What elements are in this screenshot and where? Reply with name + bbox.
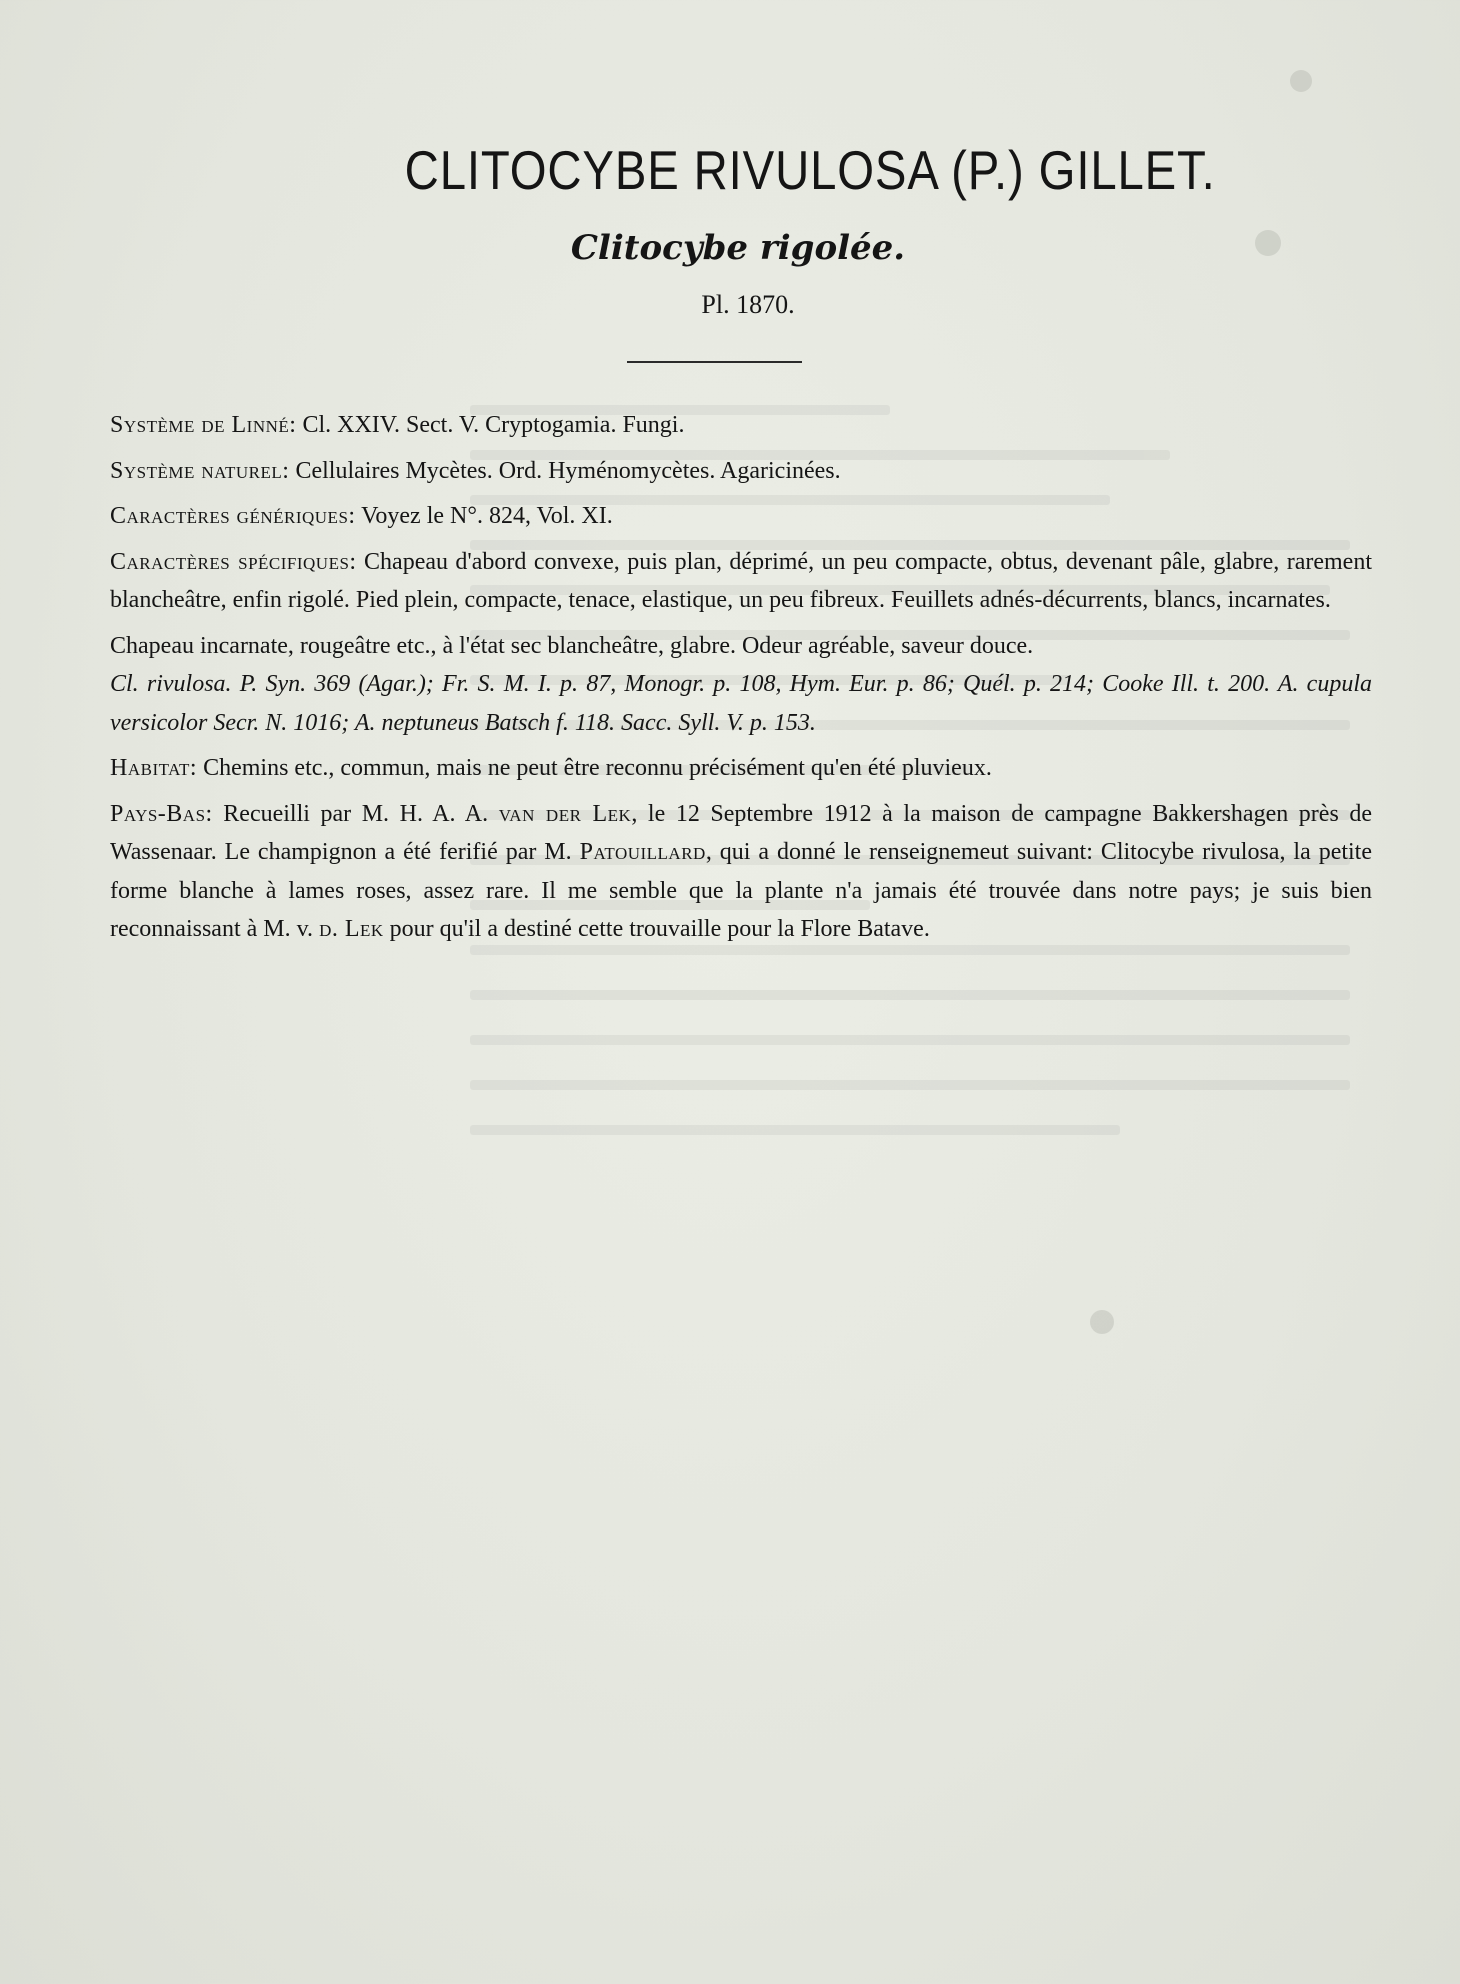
linne-paragraph — [110, 406, 1372, 445]
chapeau-text: Chapeau incarnate, rougeâtre etc., à l'état sec blancheâtre, glabre. Odeur agréable, saveur douce. — [110, 632, 1034, 659]
description-body — [110, 406, 1372, 956]
linne-label: Système de Linné: — [110, 412, 297, 438]
habitat-label: Habitat: — [110, 755, 198, 781]
generiques-paragraph — [110, 497, 1372, 536]
paysbas-text-3: , qui a donné le renseignemeut suivant: Clitocybe rivulosa, la petite forme blanche à lames roses, assez rare. Il me semble que la plante n'a jamais été trouvée dans notre pays; je suis bien reconnaissant à M. v. — [110, 839, 1373, 942]
divider-rule — [627, 361, 802, 363]
collector-name: van der Lek — [498, 800, 632, 827]
naturel-text: Cellulaires Mycètes. Ord. Hyménomycètes. Agaricinées. — [295, 457, 841, 484]
common-name: Clitocybe rigolée. — [570, 228, 906, 268]
specifiques-text: Chapeau d'abord convexe, puis plan, déprimé, un peu compacte, obtus, devenant pâle, glabre, rarement blancheâtre, enfin rigolé. Pied plein, compacte, tenace, elastique, un peu fibreux. Feuillets adnés-décurrents, blancs, incarnates. — [110, 548, 1373, 613]
species-title: CLITOCYBE RIVULOSA (P.) GILLET. — [404, 139, 1216, 201]
paysbas-text-1: Recueilli par M. H. A. A. — [223, 800, 489, 827]
paper-spot — [1090, 1310, 1114, 1334]
paysbas-text-2: , le 12 Septembre 1912 à la maison de campagne Bakkershagen près de Wassenaar. Le champignon a été ferifié par M. — [110, 800, 1373, 865]
synonyms-paragraph — [110, 665, 1372, 742]
naturel-paragraph — [110, 452, 1372, 491]
collector-short-name: d. Lek — [319, 916, 384, 942]
paysbas-paragraph — [110, 795, 1372, 949]
naturel-label: Système naturel: — [110, 457, 290, 484]
habitat-text: Chemins etc., commun, mais ne peut être reconnu précisément qu'en été pluvieux. — [203, 755, 992, 781]
habitat-paragraph — [110, 749, 1372, 788]
plate-number: Pl. 1870. — [701, 290, 795, 319]
specifiques-label: Caractères spécifiques: — [110, 548, 357, 575]
paper-spot — [1290, 70, 1312, 92]
synonyms-text: Cl. rivulosa. P. Syn. 369 (Agar.); Fr. S. M. I. p. 87, Monogr. p. 108, Hym. Eur. p. 86; Quél. p. 214; Cooke Ill. t. 200. A. cupula versicolor Secr. N. 1016; A. neptuneus Batsch f. 118. Sacc. Syll. V. p. 153. — [110, 671, 1372, 736]
generiques-text: Voyez le N°. 824, Vol. XI. — [361, 503, 613, 529]
generiques-label: Caractères génériques: — [110, 503, 356, 529]
specifiques-paragraph — [110, 543, 1372, 620]
linne-text: Cl. XXIV. Sect. V. Cryptogamia. Fungi. — [302, 412, 685, 438]
paysbas-label: Pays-Bas: — [110, 800, 213, 827]
paysbas-text-4: pour qu'il a destiné cette trouvaille pour la Flore Batave. — [389, 916, 930, 942]
chapeau-paragraph — [110, 627, 1372, 666]
identifier-name: Patouillard — [579, 839, 706, 865]
